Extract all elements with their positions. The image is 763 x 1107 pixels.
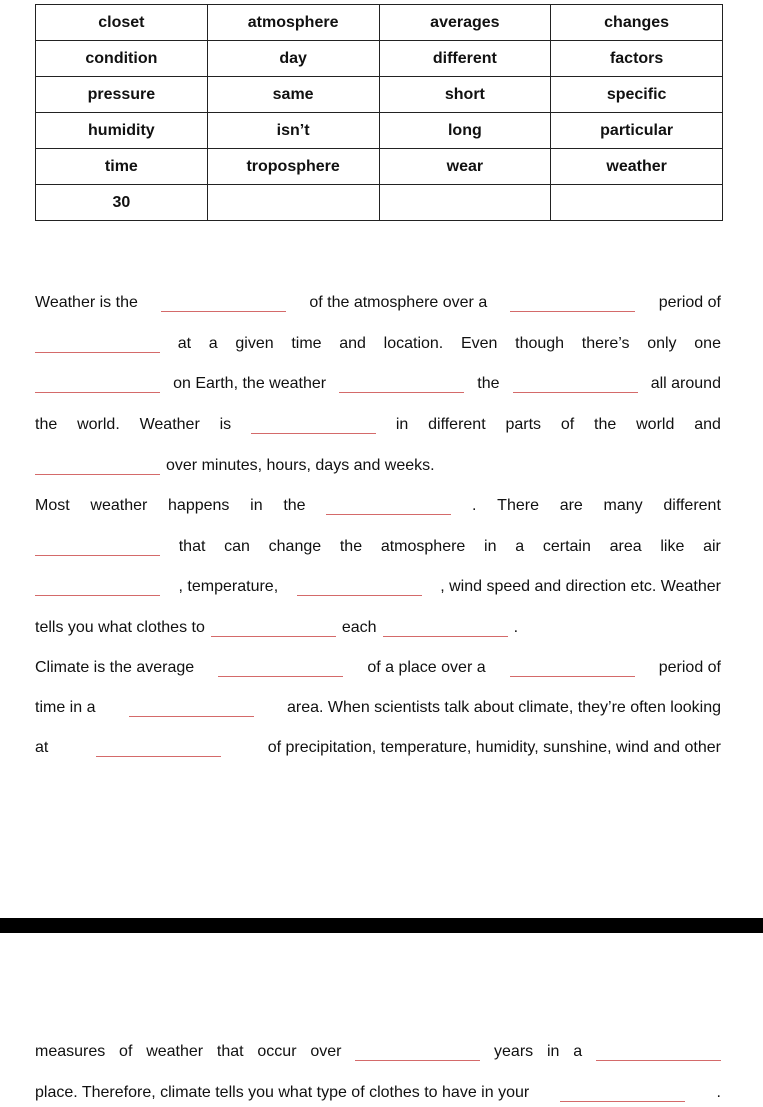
passage-text: the	[594, 416, 617, 433]
passage-text: can	[224, 538, 250, 555]
passage-text: change	[268, 538, 322, 555]
passage-text: There	[497, 497, 539, 514]
passage-text: time	[291, 335, 322, 352]
word-bank-cell: troposphere	[207, 149, 379, 185]
word-bank-row	[36, 41, 723, 77]
passage-text: place. Therefore, climate tells you what type of clothes to have in your	[35, 1084, 530, 1101]
passage-text: many	[603, 497, 643, 514]
passage-text: location.	[383, 335, 444, 352]
word-bank-cell: isn’t	[207, 113, 379, 149]
passage-line	[35, 534, 721, 556]
word-bank-row	[36, 5, 723, 41]
passage-text: , wind speed and direction etc. Weather	[440, 578, 721, 595]
passage-text: a	[573, 1043, 583, 1060]
word-bank-cell: specific	[551, 77, 723, 113]
passage-text: years	[494, 1043, 534, 1060]
passage-text: period of	[658, 659, 721, 676]
answer-blank[interactable]	[297, 581, 422, 596]
passage-text: measures	[35, 1043, 106, 1060]
word-bank-table	[35, 4, 723, 221]
answer-blank[interactable]	[251, 419, 376, 434]
passage-text: in	[395, 416, 409, 433]
passage-text: on Earth, the weather	[173, 375, 327, 392]
passage-text: Even	[460, 335, 498, 352]
answer-blank[interactable]	[383, 622, 508, 637]
passage-text: at	[177, 335, 192, 352]
passage-text: .	[472, 497, 477, 514]
passage-text: parts	[505, 416, 542, 433]
passage-text: all around	[650, 375, 721, 392]
answer-blank[interactable]	[129, 702, 254, 717]
word-bank-cell: long	[379, 113, 551, 149]
passage-text: at	[35, 739, 49, 756]
passage-text: happens	[168, 497, 230, 514]
word-bank-cell	[379, 185, 551, 221]
word-bank-cell: 30	[36, 185, 208, 221]
passage-text: Weather is the	[35, 294, 138, 311]
word-bank-cell: atmosphere	[207, 5, 379, 41]
word-bank-row	[36, 113, 723, 149]
answer-blank[interactable]	[560, 1087, 685, 1102]
passage-line	[35, 331, 721, 353]
word-bank-cell: different	[379, 41, 551, 77]
passage-text: of precipitation, temperature, humidity, sunshine, wind and other	[267, 739, 721, 756]
answer-blank[interactable]	[326, 500, 451, 515]
answer-blank[interactable]	[35, 581, 160, 596]
word-bank-cell: averages	[379, 5, 551, 41]
passage-text: that	[178, 538, 206, 555]
passage-text: occur	[257, 1043, 297, 1060]
passage-text: over	[310, 1043, 342, 1060]
passage-text: of	[560, 416, 575, 433]
passage-line	[35, 655, 721, 677]
passage-text: a	[515, 538, 525, 555]
word-bank-cell: particular	[551, 113, 723, 149]
passage-line	[35, 574, 721, 596]
word-bank-cell: closet	[36, 5, 208, 41]
passage-text: the	[339, 538, 363, 555]
word-bank-cell: condition	[36, 41, 208, 77]
passage-text: over minutes, hours, days and weeks.	[166, 457, 435, 474]
passage-line	[35, 1039, 721, 1061]
word-bank-row	[36, 149, 723, 185]
word-bank-cell: weather	[551, 149, 723, 185]
passage-text: and	[339, 335, 366, 352]
passage-text: in	[484, 538, 497, 555]
passage-text: and	[694, 416, 721, 433]
passage-text: weather	[90, 497, 148, 514]
passage-text: though	[515, 335, 565, 352]
word-bank-cell: time	[36, 149, 208, 185]
passage-text: air	[703, 538, 721, 555]
passage-line	[35, 695, 721, 717]
passage-text: given	[235, 335, 274, 352]
passage-text: tells you what clothes to	[35, 619, 205, 636]
word-bank-cell	[551, 185, 723, 221]
passage-text: in	[250, 497, 263, 514]
passage-line	[35, 615, 721, 637]
passage-line	[35, 735, 721, 757]
answer-blank[interactable]	[339, 378, 464, 393]
answer-blank[interactable]	[35, 338, 160, 353]
word-bank-cell	[207, 185, 379, 221]
passage-text: area	[609, 538, 642, 555]
passage-text: the	[283, 497, 306, 514]
answer-blank[interactable]	[211, 622, 336, 637]
passage-line	[35, 1080, 721, 1102]
divider-bar	[0, 918, 763, 933]
answer-blank[interactable]	[35, 460, 160, 475]
passage-text: is	[219, 416, 232, 433]
passage-text: like	[660, 538, 685, 555]
passage-text: world	[636, 416, 675, 433]
passage-text: each	[341, 619, 377, 636]
passage-text: certain	[542, 538, 591, 555]
passage-text: world.	[77, 416, 120, 433]
passage-text: only	[647, 335, 677, 352]
passage-text: in	[546, 1043, 560, 1060]
passage-text: time in a	[35, 699, 96, 716]
answer-blank[interactable]	[35, 541, 160, 556]
word-bank-row	[36, 77, 723, 113]
passage-text: one	[694, 335, 721, 352]
answer-blank[interactable]	[513, 378, 638, 393]
passage-line	[35, 290, 721, 312]
word-bank-cell: pressure	[36, 77, 208, 113]
word-bank-row	[36, 185, 723, 221]
word-bank-cell: same	[207, 77, 379, 113]
passage-text: atmosphere	[380, 538, 466, 555]
word-bank-cell: day	[207, 41, 379, 77]
passage-text: .	[513, 619, 519, 636]
passage-text: period of	[658, 294, 721, 311]
passage-text: are	[559, 497, 583, 514]
answer-blank[interactable]	[161, 297, 286, 312]
passage-text: a	[208, 335, 218, 352]
passage-text: .	[716, 1084, 721, 1101]
passage-text: the	[477, 375, 500, 392]
answer-blank[interactable]	[218, 662, 343, 677]
passage-line	[35, 453, 721, 475]
answer-blank[interactable]	[596, 1046, 721, 1061]
answer-blank[interactable]	[35, 378, 160, 393]
passage-text: Most	[35, 497, 70, 514]
word-bank-cell: humidity	[36, 113, 208, 149]
passage-text: of the atmosphere over a	[309, 294, 488, 311]
passage-line	[35, 493, 721, 515]
passage-text: different	[428, 416, 486, 433]
passage-text: area. When scientists talk about climate, they’re often looking	[287, 699, 721, 716]
passage-text: Climate is the average	[35, 659, 195, 676]
passage-text: of	[119, 1043, 133, 1060]
answer-blank[interactable]	[96, 742, 221, 757]
passage-text: weather	[146, 1043, 204, 1060]
word-bank-cell: factors	[551, 41, 723, 77]
answer-blank[interactable]	[355, 1046, 480, 1061]
passage-text: , temperature,	[178, 578, 279, 595]
answer-blank[interactable]	[510, 662, 635, 677]
passage-text: that	[216, 1043, 244, 1060]
passage-text: of a place over a	[367, 659, 486, 676]
passage-line	[35, 412, 721, 434]
word-bank-cell: changes	[551, 5, 723, 41]
word-bank-cell: short	[379, 77, 551, 113]
passage-text: the	[35, 416, 58, 433]
answer-blank[interactable]	[510, 297, 635, 312]
passage-text: different	[663, 497, 721, 514]
passage-text: Weather	[139, 416, 200, 433]
passage-text: there’s	[581, 335, 630, 352]
word-bank-cell: wear	[379, 149, 551, 185]
passage-line	[35, 371, 721, 393]
